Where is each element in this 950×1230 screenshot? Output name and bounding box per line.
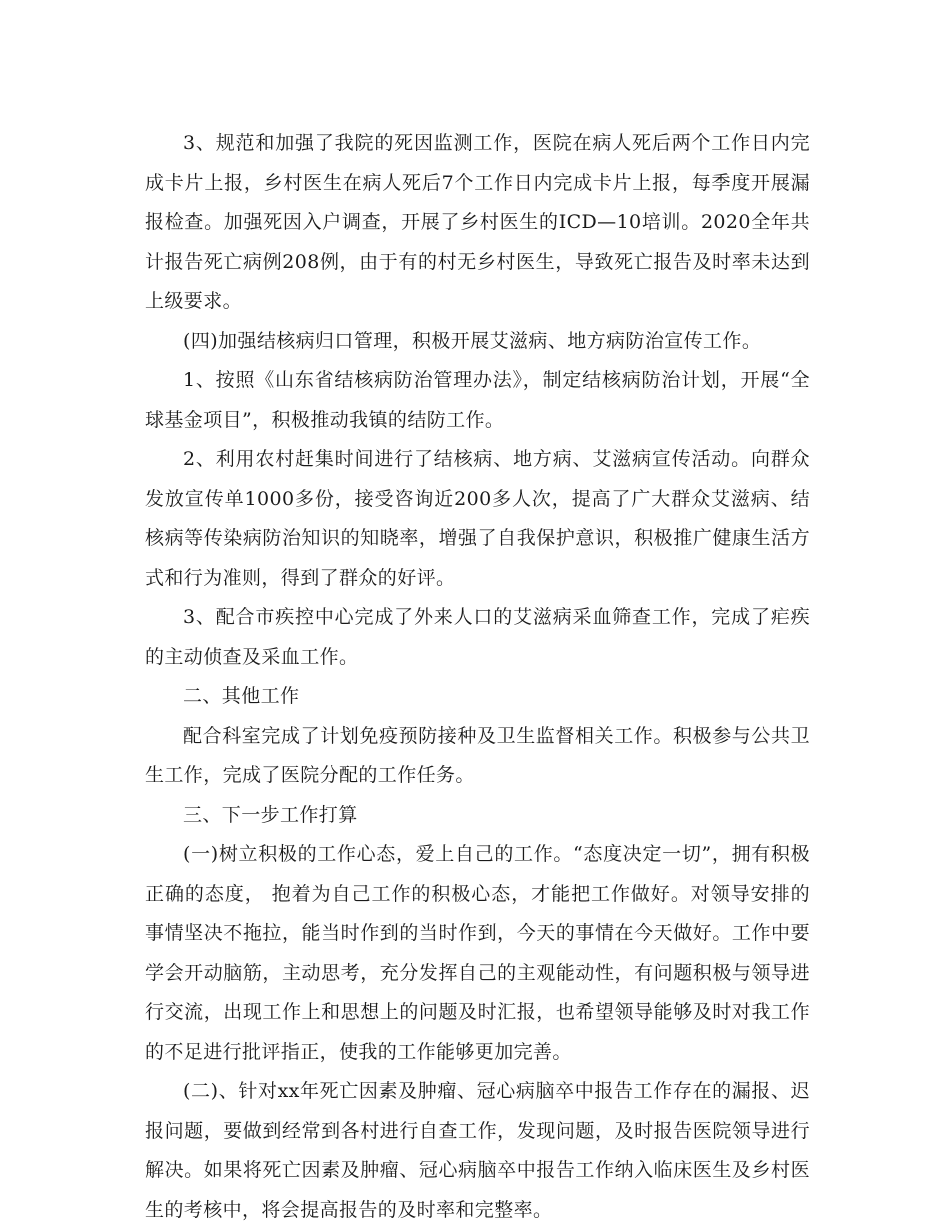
section-heading-other-work: 二、其他工作 <box>183 685 300 707</box>
document-body <box>145 124 810 1230</box>
paragraph-other-work: 配合科室完成了计划免疫预防接种及卫生监督相关工作。积极参与公共卫生工作，完成了医院分配的工作任务。 <box>145 724 810 786</box>
section-heading-next-steps: 三、下一步工作打算 <box>183 803 358 826</box>
paragraph-work-attitude: (一)树立积极的工作心态，爱上自己的工作。“态度决定一切”，拥有积极正确的态度， 抱着为自己工作的积极心态，才能把工作做好。对领导安排的事情坚决不拖拉，能当时作到的当时作到，今天的事情在今天做好。工作中要学会开动脑筋，主动思考，充分发挥自己的主观能动性，有问题积极与领导进行交流，出现工作上和思想上的问题及时汇报，也希望领导能够及时对我工作的不足进行批评指正，使我的工作能够更加完善。 <box>145 843 810 1063</box>
paragraph-reporting-issues: (二)、针对xx年死亡因素及肿瘤、冠心病脑卒中报告工作存在的漏报、迟报问题，要做到经常到各村进行自查工作，发现问题，及时报告医院领导进行解决。如果将死亡因素及肿瘤、冠心病脑卒中报告工作纳入临床医生及乡村医生的考核中，将会提高报告的及时率和完整率。 <box>145 1080 810 1221</box>
paragraph-tb-plan: 1、按照《山东省结核病防治管理办法》，制定结核病防治计划，开展“全球基金项目”，积极推动我镇的结防工作。 <box>145 369 810 431</box>
paragraph-publicity-activity: 2、利用农村赶集时间进行了结核病、地方病、艾滋病宣传活动。向群众发放宣传单1000多份，接受咨询近200多人次，提高了广大群众艾滋病、结核病等传染病防治知识的知晓率，增强了自我保护意识，积极推广健康生活方式和行为准则，得到了群众的好评。 <box>145 448 810 589</box>
paragraph-death-monitoring: 3、规范和加强了我院的死因监测工作，医院在病人死后两个工作日内完成卡片上报，乡村医生在病人死后7个工作日内完成卡片上报，每季度开展漏报检查。加强死因入户调查，开展了乡村医生的ICD—10培训。2020全年共计报告死亡病例208例，由于有的村无乡村医生，导致死亡报告及时率未达到上级要求。 <box>145 132 810 312</box>
paragraph-aids-screening: 3、配合市疾控中心完成了外来人口的艾滋病采血筛查工作，完成了疟疾的主动侦查及采血工作。 <box>145 606 810 668</box>
section-heading-tuberculosis: (四)加强结核病归口管理，积极开展艾滋病、地方病防治宣传工作。 <box>183 329 762 352</box>
